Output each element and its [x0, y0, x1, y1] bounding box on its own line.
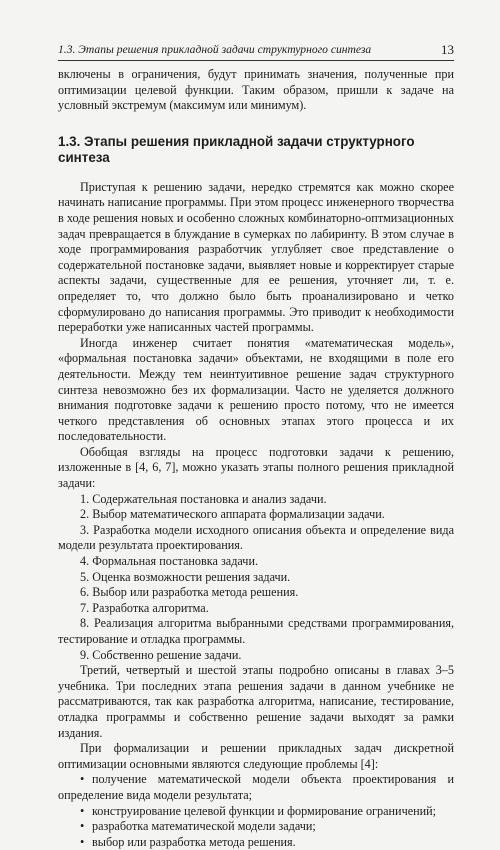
bullet-text: разработка математической модели задачи;	[92, 819, 316, 834]
step-item: 6. Выбор или разработка метода решения.	[80, 585, 299, 600]
bullet-item	[58, 772, 454, 803]
paragraph-4: Третий, четвертый и шестой этапы подробно описаны в главах 3–5 учебника. Три последних этапа решения задачи в данном учебнике не рассматриваются, так как разработка алгоритма, написание, тестирование, отладка программы и собственно решение задачи выходят за рамки издания.	[58, 663, 454, 740]
step-item: 3. Разработка модели исходного описания объекта и определение вида модели результата проектирования.	[58, 522, 454, 553]
page-body	[58, 67, 454, 850]
paragraph-1: Приступая к решению задачи, нередко стремятся как можно скорее начинать написание программы. При этом процесс инженерного творчества в ходе решения новых и особенно сложных комбинаторно-оптмизационных задач превращается в блуждание в сумерках по лабиринту. В этом случае в ходе программирования разработчик углубляет свое представление о содержательной постановке задачи, выявляет новые и корректирует старые аспекты задачи, существенные для ее решения, уточняет ли, т. е. определяет то, что должно было быть проанализировано и четко сформулировано до написания программы. Это приводит к необходимости переработки уже написанных частей программы.	[58, 179, 454, 335]
bullet-list	[58, 772, 454, 850]
bullet-text: получение математической модели объекта проектирования и определение вида модели результата;	[58, 772, 454, 802]
bullet-item	[58, 819, 454, 835]
step-item: 2. Выбор математического аппарата формализации задачи.	[80, 507, 385, 522]
step-item: 5. Оценка возможности решения задачи.	[80, 569, 291, 584]
bullet-icon: •	[80, 834, 85, 849]
step-item: 9. Собственно решение задачи.	[80, 647, 242, 662]
step-item: 1. Содержательная постановка и анализ задачи.	[80, 491, 327, 506]
paragraph-5: При формализации и решении прикладных задач дискретной оптимизации основными являются следующие проблемы [4]:	[58, 741, 454, 771]
page-number: 13	[441, 42, 454, 57]
step-item: 7. Разработка алгоритма.	[80, 600, 209, 615]
paragraph-3: Обобщая взгляды на процесс подготовки задачи к решению, изложенные в [4, 6, 7], можно указать этапы полного решения прикладной задачи:	[58, 444, 454, 491]
paragraph-2: Иногда инженер считает понятия «математическая модель», «формальная постановка задачи» объектами, не входящими в поле его деятельности. Между тем неинтуитивное решение задач структурного синтеза невозможно без их формализации. Часто не уделяется должного внимания подготовке задачи к решению просто потому, что не имеется четкого представления об основных этапах этого процесса и их последовательности.	[58, 335, 454, 444]
bullet-item	[58, 835, 454, 850]
bullet-icon: •	[80, 803, 85, 818]
bullet-text: конструирование целевой функции и формирование ограничений;	[92, 803, 437, 818]
steps-list	[58, 492, 454, 664]
intro-paragraph: включены в ограничения, будут принимать значения, полученные при оптимизации целевой функции. Таким образом, пришли к задаче на условный экстремум (максимум или минимум).	[58, 67, 454, 113]
bullet-item	[58, 804, 454, 820]
step-item: 8. Реализация алгоритма выбранными средствами программирования, тестирование и отладка программы.	[58, 616, 454, 646]
step-item: 4. Формальная постановка задачи.	[80, 554, 259, 569]
running-header	[58, 42, 454, 61]
running-title: 1.3. Этапы решения прикладной задачи структурного синтеза	[58, 43, 372, 56]
bullet-icon: •	[80, 819, 85, 834]
bullet-icon: •	[80, 772, 85, 787]
section-heading: 1.3. Этапы решения прикладной задачи структурного синтеза	[58, 133, 415, 165]
bullet-text: выбор или разработка метода решения.	[92, 834, 296, 849]
